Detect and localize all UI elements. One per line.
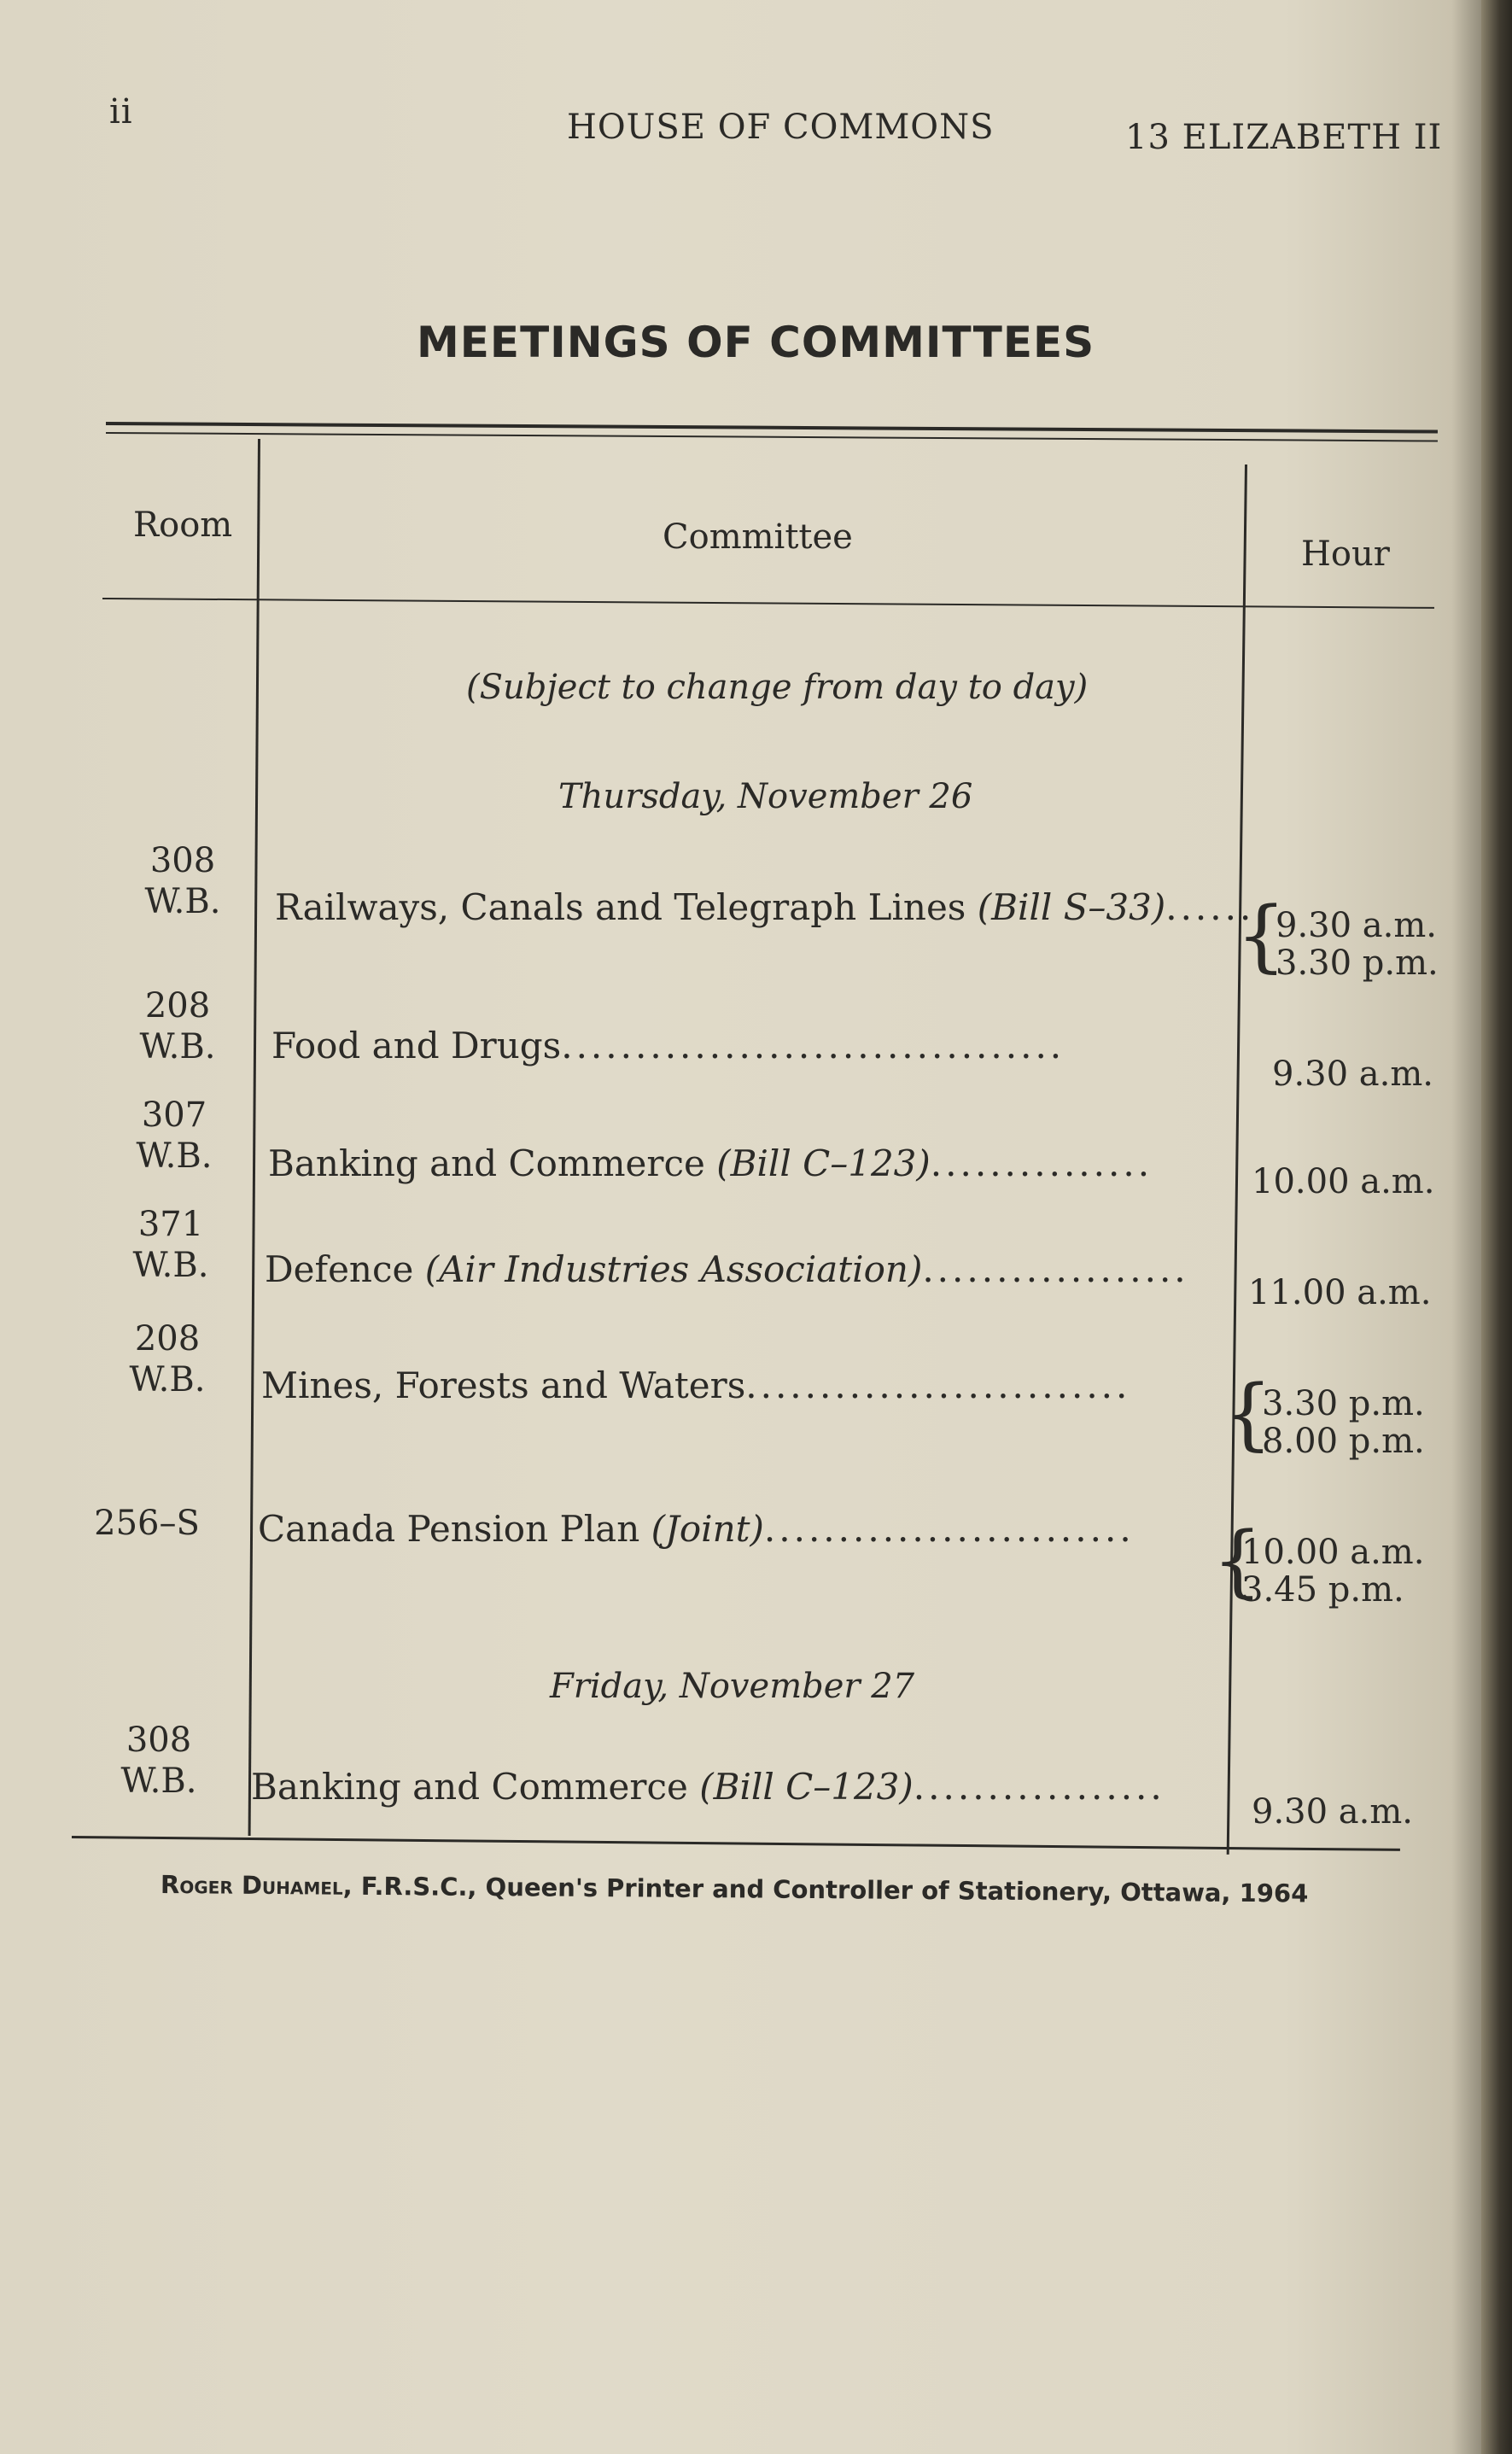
meeting-hour: 10.00 a.m. [1252, 1162, 1435, 1201]
table-top-rule-thin [106, 432, 1438, 442]
table-bottom-rule [72, 1836, 1400, 1851]
committee-name: Banking and Commerce (Bill C–123)............... [268, 1142, 1153, 1184]
meeting-hour: 11.00 a.m. [1248, 1273, 1432, 1312]
page-title: MEETINGS OF COMMITTEES [417, 318, 1095, 367]
page-binding-edge [1481, 0, 1512, 2454]
day-heading: Thursday, November 26 [558, 777, 973, 816]
day-heading: Friday, November 27 [550, 1667, 915, 1706]
meeting-hour: 9.30 a.m. 3.30 p.m. [1276, 906, 1439, 983]
hour-brace: { [1223, 1368, 1273, 1459]
column-header-hour: Hour [1301, 535, 1390, 574]
meeting-hour: 9.30 a.m. [1272, 1055, 1433, 1094]
committee-name: Mines, Forests and Waters.......................... [261, 1364, 1131, 1406]
column-rule-right [1227, 465, 1247, 1855]
room-number: 308 W.B. [144, 841, 221, 921]
schedule-note: (Subject to change from day to day) [466, 668, 1089, 707]
column-rule-left [248, 439, 260, 1836]
committee-name: Canada Pension Plan (Joint)......................... [258, 1508, 1135, 1550]
room-number: 371 W.B. [132, 1205, 209, 1285]
meeting-hour: 10.00 a.m. 3.45 p.m. [1241, 1533, 1425, 1610]
room-number: 256–S [94, 1504, 200, 1543]
hour-brace: { [1212, 1515, 1263, 1606]
room-number: 308 W.B. [120, 1721, 197, 1801]
regnal-year: 13 ELIZABETH II [1125, 118, 1443, 157]
committee-name: Railways, Canals and Telegraph Lines (Bill S–33)...... [275, 886, 1255, 928]
page-folio: ii [109, 92, 133, 131]
meeting-hour: 3.30 p.m. 8.00 p.m. [1262, 1384, 1425, 1461]
room-number: 307 W.B. [136, 1096, 213, 1176]
room-number: 208 W.B. [139, 986, 216, 1066]
hour-brace: { [1236, 890, 1287, 981]
meeting-hour: 9.30 a.m. [1252, 1792, 1413, 1832]
room-number: 208 W.B. [129, 1319, 206, 1399]
committee-name: Banking and Commerce (Bill C–123)................. [251, 1766, 1165, 1808]
column-header-room: Room [133, 505, 233, 545]
committee-name: Defence (Air Industries Association).................. [265, 1248, 1189, 1290]
header-rule [102, 598, 1434, 609]
table-top-rule [106, 422, 1438, 434]
committee-name: Food and Drugs.................................. [271, 1025, 1065, 1066]
running-head: HOUSE OF COMMONS [567, 108, 995, 147]
column-header-committee: Committee [663, 517, 853, 557]
printer-imprint: Roger Duhamel, F.R.S.C., Queen's Printer and Controller of Stationery, Ottawa, 1964 [160, 1870, 1309, 1908]
